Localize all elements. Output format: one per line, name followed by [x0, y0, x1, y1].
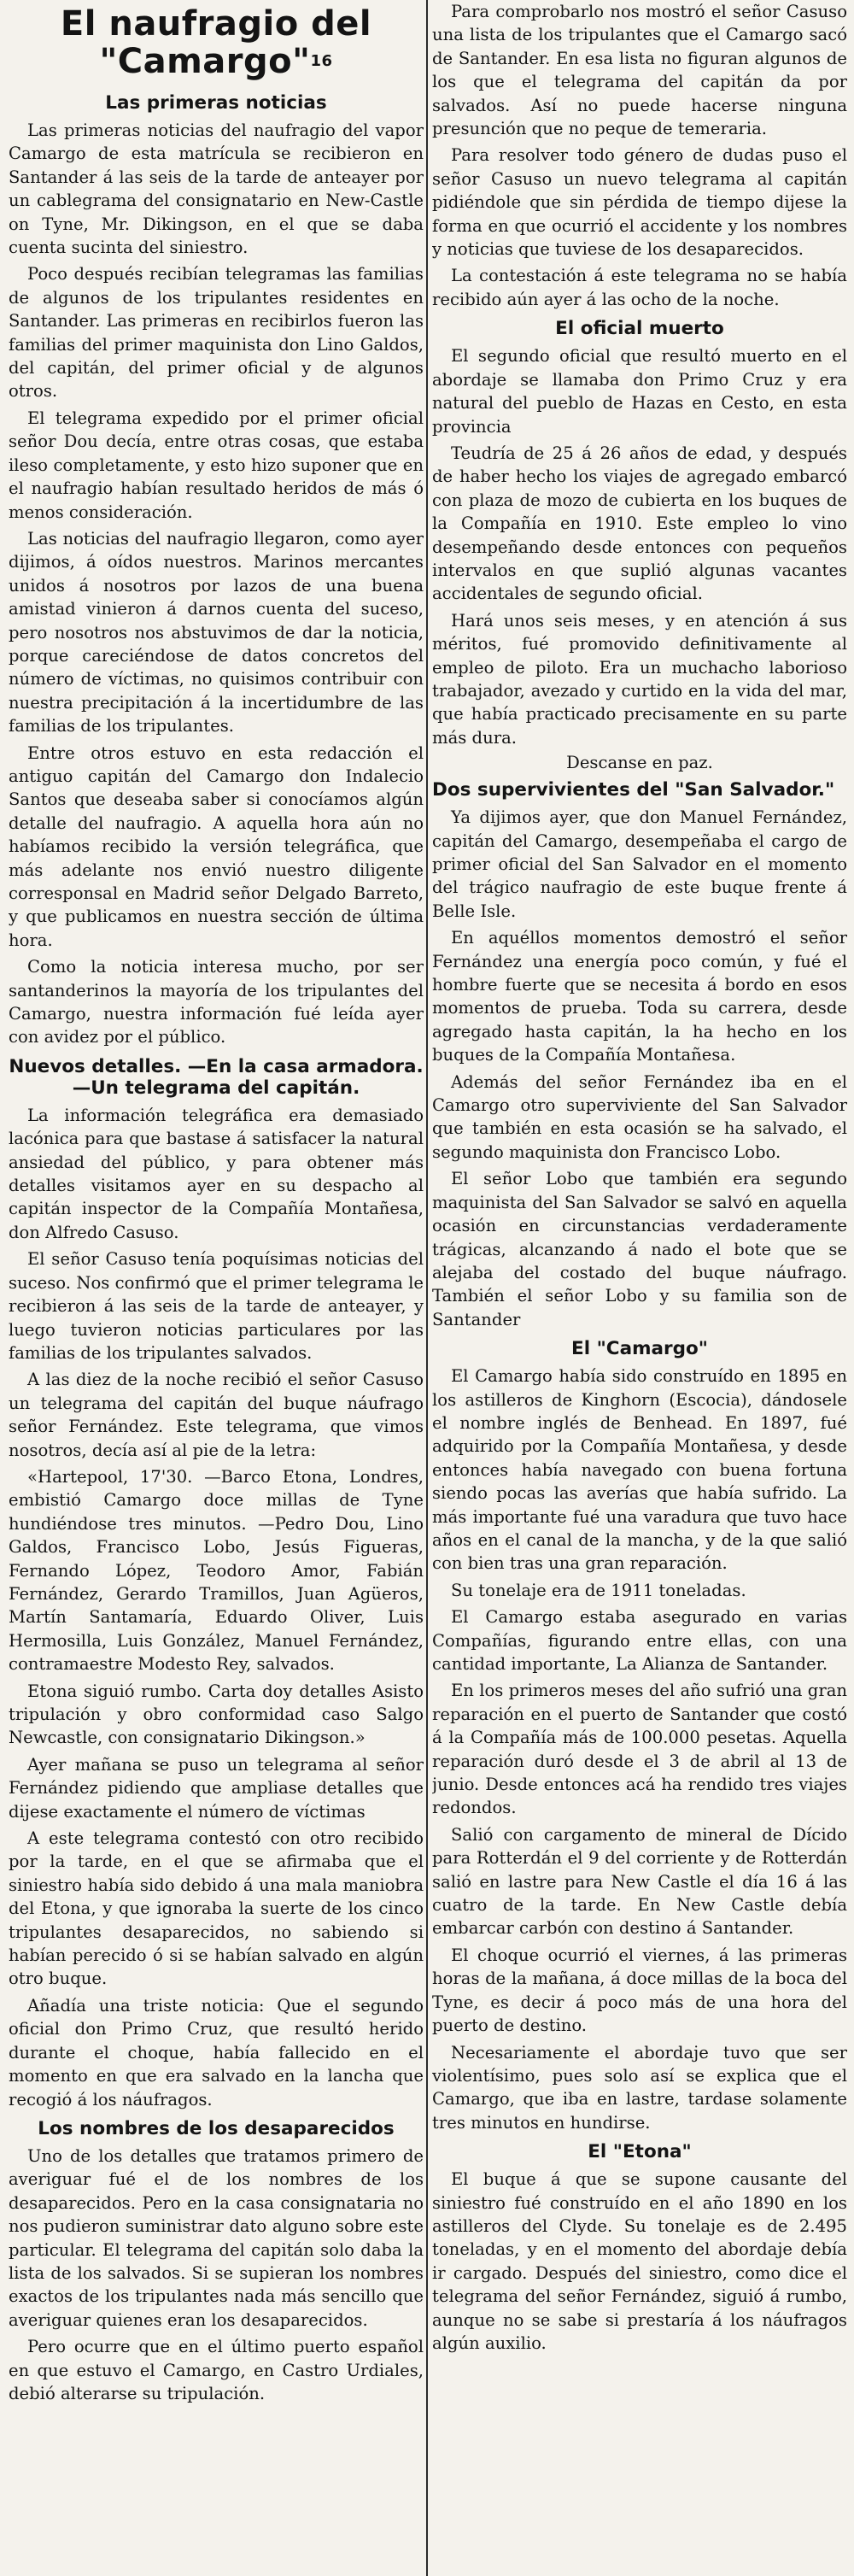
paragraph: El Camargo había sido construído en 1895 en los astilleros de Kinghorn (Escocia), dándosele el nombre inglés de Benhead. En 1897, fué adquirido por la Compañía Montañesa, y desde entonces había navegado con buena fortuna siendo pocas las averías que había sufrido. La más importante fué una varadura que tuvo hace años en el canal de la mancha, y de la que salió con bien tras una gran reparación.: [432, 1366, 847, 1574]
paragraph: Ya dijimos ayer, que don Manuel Fernández, capitán del Camargo, desempeñaba el cargo de primer oficial del San Salvador en el momento del trágico naufragio de este buque frente á Belle Isle.: [432, 807, 847, 921]
paragraph: Necesariamente el abordaje tuvo que ser violentísimo, pues solo así se explica que el Camargo, que iba en lastre, tardase solamente tres minutos en hundirse.: [432, 2042, 847, 2133]
section-heading-etona: El "Etona": [588, 2141, 692, 2163]
paragraph: En aquéllos momentos demostró el señor Fernández una energía poco común, y fué el hombre fuerte que se necesita á bordo en esos momentos de prueba. Toda su carrera, desde agregado hasta capitán, la ha hecho en los buques de la Compañía Montañesa.: [432, 928, 847, 1065]
paragraph: El Camargo estaba asegurado en varias Compañías, figurando entre ellas, con una cantidad importante, La Alianza de Santander.: [432, 1607, 847, 1674]
paragraph: Pero ocurre que en el último puerto español en que estuvo el Camargo, en Castro Urdiales, debió alterarse su tripulación.: [9, 2337, 424, 2403]
paragraph: Añadía una triste noticia: Que el segundo oficial don Primo Cruz, que resultó herido durante el choque, había fallecido en el momento en que era salvado en la lancha que recogió á los náufragos.: [9, 1995, 424, 2110]
section-heading-camargo: El "Camargo": [571, 1338, 708, 1360]
section-heading-desaparecidos: Los nombres de los desaparecidos: [38, 2117, 395, 2139]
paragraph: Su tonelaje era de 1911 toneladas.: [451, 1580, 746, 1600]
paragraph: Uno de los detalles que tratamos primero de averiguar fué el de los nombres de los desaparecidos. Pero en la casa consignataria no nos pudieron suministrar dato alguno sobre este particular. El telegrama del capitán solo daba la lista de los salvados. Si se supieran los nombres exactos de los tripulantes nada más sencillo que averiguar quienes eran los desaparecidos.: [9, 2145, 424, 2330]
paragraph: Como la noticia interesa mucho, por ser santanderinos la mayoría de los tripulantes del Camargo, nuestra información fué leída ayer con avidez por el público.: [9, 957, 424, 1047]
title-mark: 16: [310, 52, 333, 70]
paragraph: En los primeros meses del año sufrió una gran reparación en el puerto de Santander que costó á la Compañía más de 100.000 pesetas. Aquella reparación duró desde el 3 de abril al 13 de junio. Desde entonces acá ha rendido tres viajes redondos.: [432, 1681, 847, 1818]
paragraph: Para comprobarlo nos mostró el señor Casuso una lista de los tripulantes que el Camargo sacó de Santander. En esa lista no figuran algunos de los que el telegrama del capitán da por salvados. Así no puede hacerse ninguna presunción que no peque de temeraria.: [432, 2, 847, 139]
article-title: El naufragio del "Camargo"$^{16}$: [60, 4, 372, 81]
right-column: [432, 0, 847, 2576]
section-heading-oficial-muerto: El oficial muerto: [555, 318, 724, 340]
paragraph: El telegrama expedido por el primer oficial señor Dou decía, entre otras cosas, que estaba ileso completamente, y esto hizo suponer que en el naufragio habían resultado heridos de más ó menos consideración.: [9, 408, 424, 522]
paragraph: El buque á que se supone causante del siniestro fué construído en el año 1890 en los astilleros del Clyde. Su tonelaje es de 2.495 toneladas, y en el momento del abordaje debía ir cargado. Después del siniestro, como dice el telegrama del señor Fernández, siguió á rumbo, aunque no se sabe si prestaría á los náufragos algún auxilio.: [432, 2169, 847, 2353]
paragraph: Además del señor Fernández iba en el Camargo otro superviviente del San Salvador que también en esta ocasión se ha salvado, el segundo maquinista don Francisco Lobo.: [432, 1071, 847, 1162]
paragraph: Hará unos seis meses, y en atención á sus méritos, fué promovido definitivamente al empleo de piloto. Era un muchacho laborioso trabajador, avezado y curtido en la vida del mar, que había practicado precisamente en su parte más dura.: [432, 610, 847, 748]
section-heading-primeras-noticias: Las primeras noticias: [105, 92, 327, 114]
paragraph: Salió con cargamento de mineral de Dícido para Rotterdán el 9 del corriente y de Rotterdán salió en lastre para New Castle el día 16 á las cuatro de la tarde. En New Castle debía embarcar carbón con destino á Santander.: [432, 1824, 847, 1939]
section-heading-nuevos-detalles: Nuevos detalles. —En la casa armadora. —Un telegrama del capitán.: [9, 1055, 424, 1099]
paragraph: Para resolver todo género de dudas puso el señor Casuso un nuevo telegrama al capitán pidiéndole que sin pérdida de tiempo dijese la forma en que ocurrió el accidente y los nombres y noticias que tuviese de los desaparecidos.: [432, 145, 847, 260]
paragraph: La contestación á este telegrama no se había recibido aún ayer á las ocho de la noche.: [432, 266, 847, 309]
paragraph: Poco después recibían telegramas las familias de algunos de los tripulantes residentes en Santander. Las primeras en recibirlos fueron las familias del primer maquinista don Lino Galdos, del capitán, del primer oficial y de algunos otros.: [9, 264, 424, 402]
section-heading-supervivientes: Dos supervivientes del "San Salvador.": [432, 779, 835, 801]
paragraph: El segundo oficial que resultó muerto en el abordaje se llamaba don Primo Cruz y era natural del pueblo de Hazas en Cesto, en esta provincia: [432, 346, 847, 437]
paragraph: El choque ocurrió el viernes, á las primeras horas de la mañana, á doce millas de la boca del Tyne, es decir á poco más de una hora del puerto de destino.: [432, 1945, 847, 2036]
paragraph: A este telegrama contestó con otro recibido por la tarde, en el que se afirmaba que el siniestro había sido debido á una mala maniobra del Etona, y que ignoraba la suerte de los cinco tripulantes desaparecidos, no sabiendo si habían perecido ó si se habían salvado en algún otro buque.: [9, 1828, 424, 1989]
paragraph: A las diez de la noche recibió el señor Casuso un telegrama del capitán del buque náufrago señor Fernández. Este telegrama, que vimos nosotros, decía así al pie de la letra:: [9, 1370, 424, 1460]
paragraph: Las primeras noticias del naufragio del vapor Camargo de esta matrícula se recibieron en Santander á las seis de la tarde de anteayer por un cablegrama del consignatario en New-Castle on Tyne, Mr. Dikingson, en el que se daba cuenta sucinta del siniestro.: [9, 120, 424, 258]
paragraph: Entre otros estuvo en esta redacción el antiguo capitán del Camargo don Indalecio Santos que deseaba saber si conocíamos algún detalle del naufragio. A aquella hora aún no habíamos recibido la versión telegráfica, que más adelante nos envió nuestro diligente corresponsal en Madrid señor Delgado Barreto, y que publicamos en nuestra sección de última hora.: [9, 742, 424, 950]
paragraph: Teudría de 25 á 26 años de edad, y después de haber hecho los viajes de agregado embarcó con plaza de mozo de cubierta en los buques de la Compañía en 1910. Este empleo lo vino desempeñando desde entonces con pequeños intervalos en que suplió algunas vacantes accidentales de segundo oficial.: [432, 443, 847, 604]
closing-line: Descanse en paz.: [566, 753, 713, 773]
paragraph: La información telegráfica era demasiado lacónica para que bastase á satisfacer la natural ansiedad del público, y para obtener más detalles visitamos ayer en su despacho al capitán inspector de la Compañía Montañesa, don Alfredo Casuso.: [9, 1105, 424, 1242]
telegram-quote: «Hartepool, 17'30. —Barco Etona, Londres, embistió Camargo doce millas de Tyne hundiéndose tres minutos. —Pedro Dou, Lino Galdos, Francisco Lobo, Jesús Figueras, Fernando López, Teodoro Amor, Fabián Fernández, Gerardo Tramillos, Juan Agüeros, Martín Santamaría, Eduardo Oliver, Luis Hermosilla, Luis González, Manuel Fernández, contramaestre Modesto Rey, salvados.: [9, 1466, 424, 1675]
telegram-quote: Etona siguió rumbo. Carta doy detalles Asisto tripulación y obro conformidad caso Salgo Newcastle, con consignatario Dikingson.»: [9, 1681, 424, 1748]
paragraph: Las noticias del naufragio llegaron, como ayer dijimos, á oídos nuestros. Marinos mercantes unidos á nosotros por lazos de una buena amistad vinieron á darnos cuenta del suceso, pero nosotros nos abstuvimos de dar la noticia, porque careciéndose de datos concretos del número de víctimas, no quisimos contribuir con nuestra precipitación á la incertidumbre de las familias de los tripulantes.: [9, 528, 424, 736]
left-column: [9, 0, 424, 2576]
paragraph: Ayer mañana se puso un telegrama al señor Fernández pidiendo que ampliase detalles que dijese exactamente el número de víctimas: [9, 1754, 424, 1822]
paragraph: El señor Casuso tenía poquísimas noticias del suceso. Nos confirmó que el primer telegrama le recibieron á las seis de la tarde de anteayer, y luego tuvieron noticias particulares por las familias de los tripulantes salvados.: [9, 1249, 424, 1363]
paragraph: El señor Lobo que también era segundo maquinista del San Salvador se salvó en aquella ocasión en circunstancias verdaderamente trágicas, alcanzando á nado el bote que se alejaba del costado del buque náufrago. También el señor Lobo y su familia son de Santander: [432, 1169, 847, 1329]
column-divider: [426, 0, 428, 2576]
